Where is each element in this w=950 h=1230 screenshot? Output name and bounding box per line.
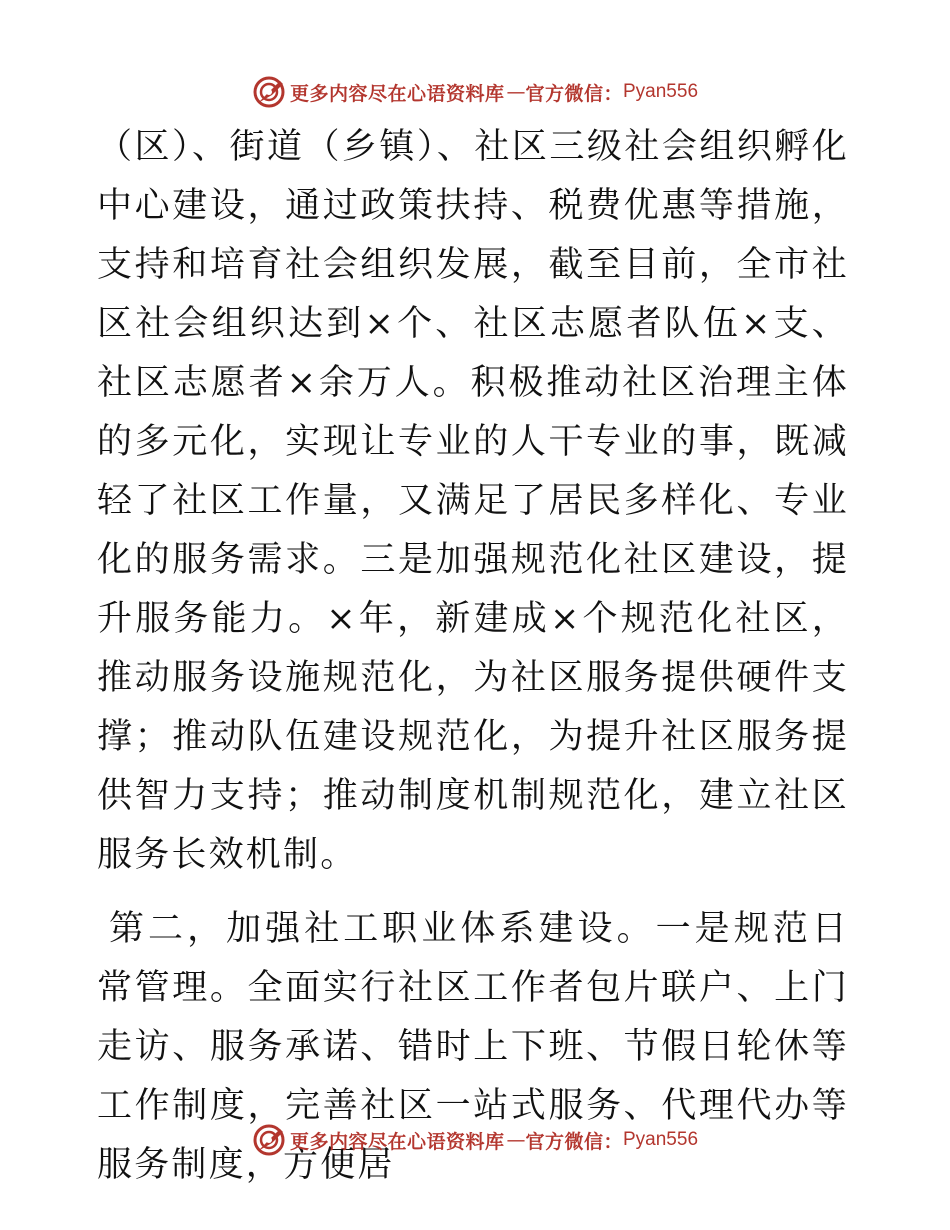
header-watermark [0, 72, 950, 112]
watermark-contact-id: Pyan556 [623, 81, 699, 102]
watermark-separator: — [506, 1129, 526, 1151]
paragraph-2: 第二，加强社工职业体系建设。一是规范日常管理。全面实行社区工作者包片联户、上门走访、服务承诺、错时上下班、节假日轮休等工作制度，完善社区一站式服务、代理代办等服务制度，方便居 [97, 909, 849, 1185]
watermark-contact-label: 官方微信： [525, 1130, 623, 1153]
watermark-logo-icon [252, 1123, 286, 1157]
watermark-separator: — [506, 81, 526, 103]
watermark-contact-label: 官方微信： [525, 82, 623, 105]
footer-watermark [0, 1120, 950, 1160]
watermark-site-text: 更多内容尽在心语资料库 [289, 1130, 505, 1153]
document-body [97, 118, 849, 1195]
watermark-site-text: 更多内容尽在心语资料库 [289, 82, 505, 105]
watermark-logo-icon [252, 75, 286, 109]
watermark-contact-id: Pyan556 [623, 1129, 699, 1150]
paragraph-1: （区）、街道（乡镇）、社区三级社会组织孵化中心建设，通过政策扶持、税费优惠等措施，支持和培育社会组织发展，截至目前，全市社区社会组织达到×个、社区志愿者队伍×支、社区志愿者×余万人。积极推动社区治理主体的多元化，实现让专业的人干专业的事，既减轻了社区工作量，又满足了居民多样化、专业化的服务需求。三是加强规范化社区建设，提升服务能力。×年，新建成×个规范化社区，推动服务设施规范化，为社区服务提供硬件支撑；推动队伍建设规范化，为提升社区服务提供智力支持；推动制度机制规范化，建立社区服务长效机制。 [97, 127, 849, 875]
